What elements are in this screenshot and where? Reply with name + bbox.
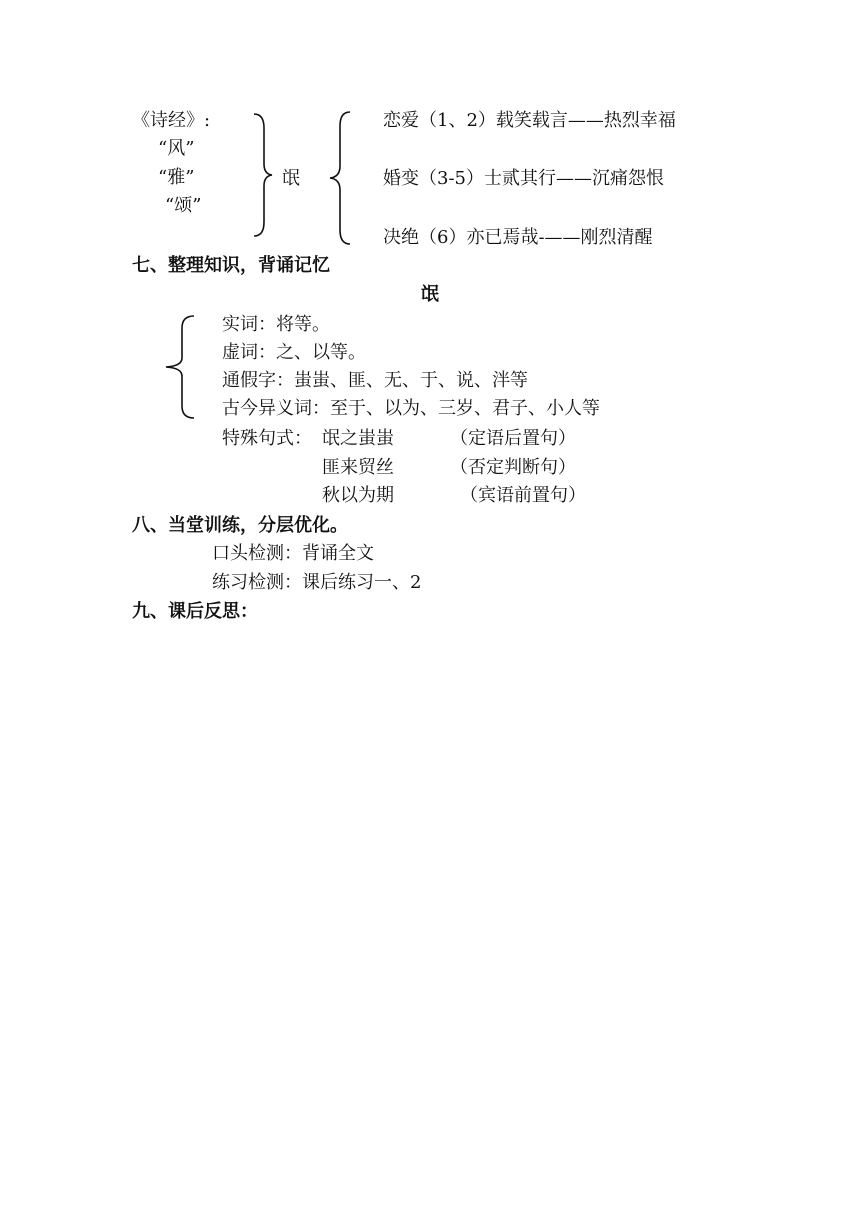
special-example-1: 氓之蚩蚩	[322, 428, 394, 449]
section7-heading: 七、整理知识，背诵记忆	[132, 255, 330, 276]
root-label: 《诗经》:	[132, 110, 211, 131]
center-title: 氓	[282, 168, 300, 189]
section-feng: “风”	[158, 138, 195, 159]
special-note-2: （否定判断句）	[450, 457, 576, 478]
section8-heading: 八、当堂训练，分层优化。	[132, 515, 348, 536]
item-function-words: 虚词：之、以等。	[222, 342, 366, 363]
left-brace-knowledge	[162, 314, 198, 420]
section7-title: 氓	[421, 284, 439, 305]
special-note-3: （宾语前置句）	[460, 485, 586, 506]
item-tongjia: 通假字：蚩蚩、匪、无、于、说、泮等	[222, 370, 528, 391]
section-ya: “雅”	[158, 167, 195, 188]
item-gujin: 古今异义词：至于、以为、三岁、君子、小人等	[222, 398, 600, 419]
item-content-words: 实词：将等。	[222, 314, 330, 335]
right-brace	[252, 112, 276, 238]
section-song: “颂”	[165, 195, 202, 216]
exercise-test: 练习检测：课后练习一、2	[212, 572, 422, 593]
branch-3: 决绝（6）亦已焉哉-——刚烈清醒	[383, 227, 653, 248]
section9-heading: 九、课后反思：	[132, 601, 258, 622]
branch-1: 恋爱（1、2）载笑载言——热烈幸福	[383, 110, 676, 131]
left-brace-branches	[326, 110, 354, 246]
special-note-1: （定语后置句）	[450, 428, 576, 449]
special-example-2: 匪来贸丝	[322, 457, 394, 478]
branch-2: 婚变（3-5）士贰其行——沉痛怨恨	[383, 168, 664, 189]
oral-test: 口头检测：背诵全文	[212, 543, 374, 564]
special-label: 特殊句式：	[222, 428, 312, 449]
special-example-3: 秋以为期	[322, 485, 394, 506]
